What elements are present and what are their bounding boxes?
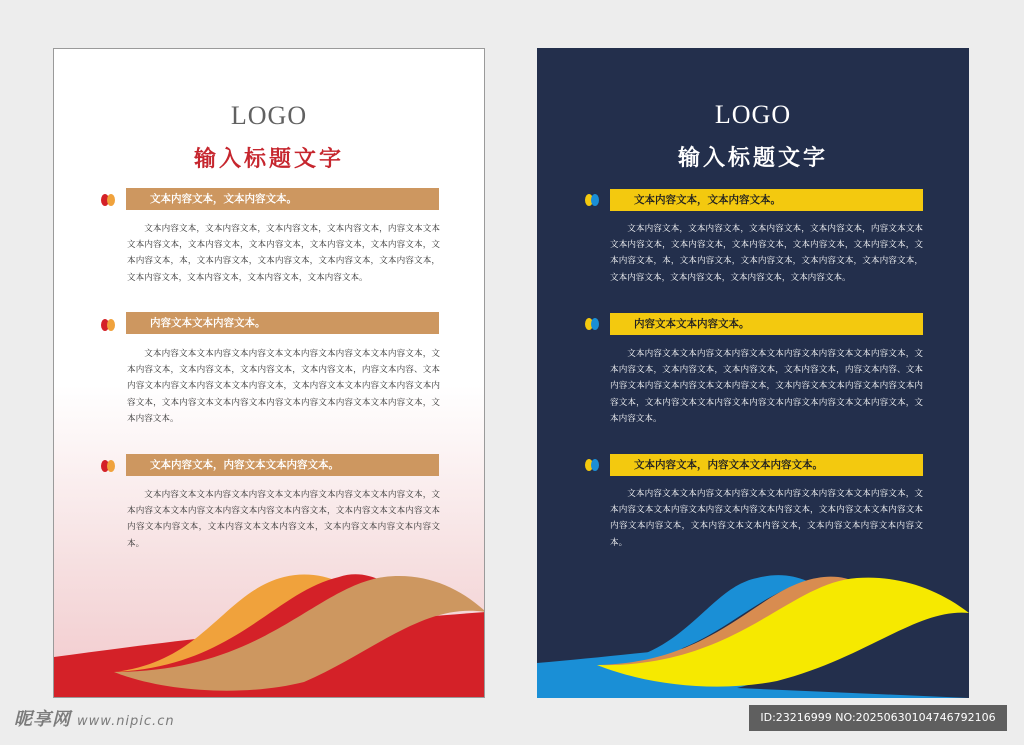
section-heading: 文本内容文本，内容文本文本内容文本。 <box>126 454 439 476</box>
section-paragraph: 文本内容文本，文本内容文本，文本内容文本，文本内容文本，内容文本文本文本内容文本，文本内容文本，文本内容文本，文本内容文本，文本内容文本，文本内容文本，本，文本内容文本，文本内容文本，文本内容文本，文本内容文本，文本内容文本，文本内容文本，文本内容文本，文本内容文本。 <box>127 224 440 283</box>
section-bullet-icon <box>101 319 117 331</box>
section-bullet-icon <box>585 459 601 471</box>
section-paragraph: 文本内容文本，文本内容文本，文本内容文本，文本内容文本，内容文本文本文本内容文本，文本内容文本，文本内容文本，文本内容文本，文本内容文本，文本内容文本，本，文本内容文本，文本内容文本，文本内容文本，文本内容文本，文本内容文本，文本内容文本，文本内容文本，文本内容文本。 <box>610 224 923 283</box>
section-bullet-icon <box>585 194 601 206</box>
section-heading: 文本内容文本，文本内容文本。 <box>610 189 923 211</box>
logo-text: LOGO <box>714 100 792 129</box>
section-paragraph: 文本内容文本文本内容文本内容文本文本内容文本内容文本文本内容文本，文本内容文本，文本内容文本，文本内容文本，文本内容文本，内容文本内容、文本内容文本内容文本内容文本文本内容文本，文本内容文本文本内容文本内容文本内容文本，文本内容文本文本内容文本内容文本内容文本内容文本文本内容文本，文本内容文本。 <box>610 349 923 424</box>
logo-text: LOGO <box>230 101 308 130</box>
poster-title: 输入标题文字 <box>677 145 828 171</box>
watermark-brand: 昵享网 <box>14 709 71 730</box>
section-heading: 文本内容文本，文本内容文本。 <box>126 188 439 210</box>
section-paragraph: 文本内容文本文本内容文本内容文本文本内容文本内容文本文本内容文本，文本内容文本，文本内容文本，文本内容文本，文本内容文本，内容文本内容、文本内容文本内容文本内容文本文本内容文本，文本内容文本文本内容文本内容文本内容文本，文本内容文本文本内容文本内容文本内容文本内容文本文本内容文本，文本内容文本。 <box>127 349 440 424</box>
section-bullet-icon <box>101 460 117 472</box>
id-bar: ID:23216999 NO:20250630104746792106 <box>749 705 1007 731</box>
section-paragraph: 文本内容文本文本内容文本内容文本文本内容文本内容文本文本内容文本，文本内容文本文本内容文本内容文本内容文本内容文本，文本内容文本文本内容文本内容文本内容文本，文本内容文本文本内容文本，文本内容文本内容文本内容文本。 <box>127 490 440 549</box>
watermark-url: www.nipic.cn <box>77 714 175 729</box>
poster-white-version <box>53 48 485 698</box>
section-bullet-icon <box>585 318 601 330</box>
section-bullet-icon <box>101 194 117 206</box>
decorative-waves <box>537 573 969 698</box>
section-heading: 文本内容文本，内容文本文本内容文本。 <box>610 454 923 476</box>
decorative-waves <box>54 572 485 697</box>
poster-title: 输入标题文字 <box>193 146 344 172</box>
section-paragraph: 文本内容文本文本内容文本内容文本文本内容文本内容文本文本内容文本，文本内容文本文本内容文本内容文本内容文本内容文本，文本内容文本文本内容文本内容文本内容文本，文本内容文本文本内容文本，文本内容文本内容文本内容文本。 <box>610 489 923 548</box>
section-heading: 内容文本文本内容文本。 <box>126 312 439 334</box>
watermark <box>14 705 175 731</box>
poster-navy-version <box>537 48 969 698</box>
section-heading: 内容文本文本内容文本。 <box>610 313 923 335</box>
